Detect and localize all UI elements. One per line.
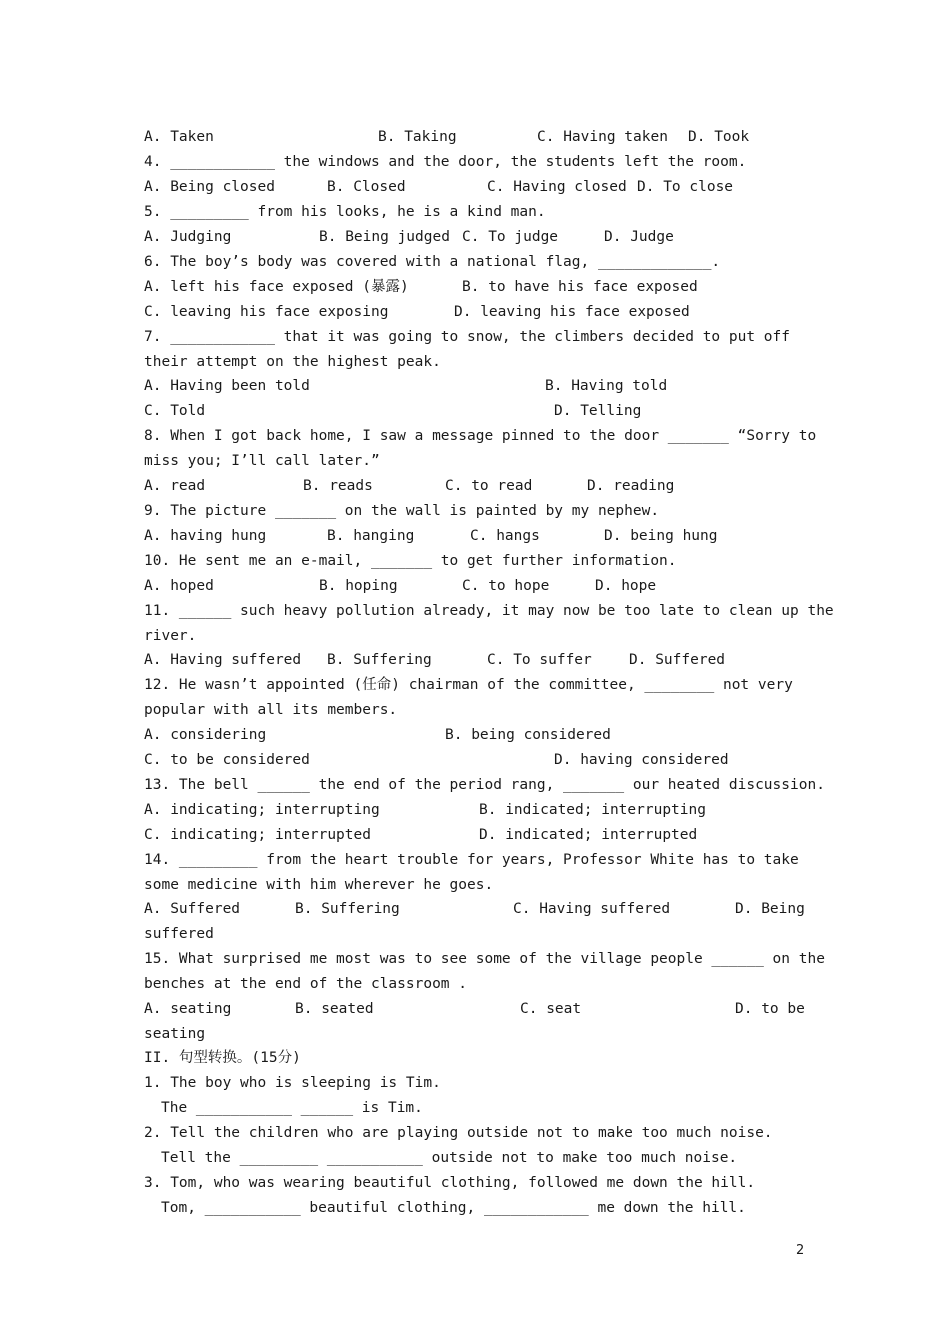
option-b: B. reads — [303, 478, 373, 494]
option-a: A. left his face exposed (暴露) — [144, 279, 409, 295]
option-c: C. to be considered — [144, 752, 310, 768]
option-b: B. to have his face exposed — [462, 279, 698, 295]
option-c: C. To judge — [462, 229, 559, 245]
option-d: D. Being — [735, 901, 805, 917]
option-a: A. Taken — [144, 129, 214, 145]
option-a: A. having hung — [144, 528, 267, 544]
rewrite-2: 2. Tell the children who are playing outside not to make too much noise. — [144, 1125, 773, 1141]
option-b: B. hanging — [327, 528, 415, 544]
question-8: 8. When I got back home, I saw a message pinned to the door _______ “Sorry to — [144, 428, 817, 444]
option-b: B. Taking — [378, 129, 457, 145]
option-c: C. Having closed — [487, 179, 627, 195]
option-b: B. Being judged — [319, 229, 450, 245]
option-b: B. Having told — [545, 378, 668, 394]
rewrite-3: 3. Tom, who was wearing beautiful clothing, followed me down the hill. — [144, 1175, 756, 1191]
question-7: 7. ____________ that it was going to snow, the climbers decided to put off — [144, 329, 791, 345]
option-d: D. to be — [735, 1001, 805, 1017]
option-a: A. indicating; interrupting — [144, 802, 380, 818]
option-c: C. Having suffered — [513, 901, 671, 917]
option-a: A. seating — [144, 1001, 232, 1017]
option-a: A. Suffered — [144, 901, 241, 917]
option-d-cont: suffered — [144, 926, 214, 942]
option-a: A. Judging — [144, 229, 232, 245]
option-c: C. Having taken — [537, 129, 668, 145]
option-c: C. leaving his face exposing — [144, 304, 389, 320]
option-c: C. hangs — [470, 528, 540, 544]
option-b: B. Closed — [327, 179, 406, 195]
option-c: C. to read — [445, 478, 533, 494]
option-c: C. indicating; interrupted — [144, 827, 371, 843]
question-14: 14. _________ from the heart trouble for years, Professor White has to take — [144, 852, 799, 868]
question-15-cont: benches at the end of the classroom . — [144, 976, 468, 992]
question-12: 12. He wasn’t appointed (任命) chairman of the committee, ________ not very — [144, 677, 793, 693]
option-b: B. hoping — [319, 578, 398, 594]
rewrite-2-answer: Tell the _________ ___________ outside not to make too much noise. — [161, 1150, 738, 1166]
option-b: B. Suffering — [295, 901, 400, 917]
option-d: D. Took — [688, 129, 750, 145]
option-c: C. seat — [520, 1001, 582, 1017]
question-9: 9. The picture _______ on the wall is painted by my nephew. — [144, 503, 660, 519]
section-heading: II. 句型转换。(15分) — [144, 1050, 301, 1066]
option-c: C. To suffer — [487, 652, 592, 668]
rewrite-1: 1. The boy who is sleeping is Tim. — [144, 1075, 441, 1091]
option-d: D. Judge — [604, 229, 674, 245]
option-c: C. to hope — [462, 578, 550, 594]
option-b: B. seated — [295, 1001, 374, 1017]
option-a: A. hoped — [144, 578, 214, 594]
question-11: 11. ______ such heavy pollution already, it may now be too late to clean up the — [144, 603, 834, 619]
option-d: D. reading — [587, 478, 675, 494]
option-d: D. hope — [595, 578, 657, 594]
question-15: 15. What surprised me most was to see some of the village people ______ on the — [144, 951, 825, 967]
question-12-cont: popular with all its members. — [144, 702, 398, 718]
question-10: 10. He sent me an e-mail, _______ to get further information. — [144, 553, 677, 569]
question-4: 4. ____________ the windows and the door, the students left the room. — [144, 154, 747, 170]
option-a: A. read — [144, 478, 206, 494]
rewrite-1-answer: The ___________ ______ is Tim. — [161, 1100, 423, 1116]
option-d: D. Telling — [554, 403, 642, 419]
option-d: D. having considered — [554, 752, 729, 768]
question-13: 13. The bell ______ the end of the period rang, _______ our heated discussion. — [144, 777, 825, 793]
option-b: B. indicated; interrupting — [479, 802, 706, 818]
option-c: C. Told — [144, 403, 206, 419]
option-a: A. Having been told — [144, 378, 310, 394]
option-d: D. being hung — [604, 528, 718, 544]
question-7-cont: their attempt on the highest peak. — [144, 354, 441, 370]
question-6: 6. The boy’s body was covered with a national flag, _____________. — [144, 254, 721, 270]
page-number: 2 — [796, 1243, 805, 1258]
option-b: B. being considered — [445, 727, 611, 743]
option-a: A. Being closed — [144, 179, 275, 195]
option-d: D. indicated; interrupted — [479, 827, 698, 843]
question-8-cont: miss you; I’ll call later.” — [144, 453, 380, 469]
option-d-cont: seating — [144, 1026, 206, 1042]
option-a: A. considering — [144, 727, 267, 743]
question-11-cont: river. — [144, 628, 197, 644]
question-5: 5. _________ from his looks, he is a kind man. — [144, 204, 546, 220]
option-a: A. Having suffered — [144, 652, 302, 668]
option-d: D. leaving his face exposed — [454, 304, 690, 320]
option-d: D. To close — [637, 179, 734, 195]
question-14-cont: some medicine with him wherever he goes. — [144, 877, 494, 893]
rewrite-3-answer: Tom, ___________ beautiful clothing, ____________ me down the hill. — [161, 1200, 746, 1216]
option-d: D. Suffered — [629, 652, 726, 668]
option-b: B. Suffering — [327, 652, 432, 668]
